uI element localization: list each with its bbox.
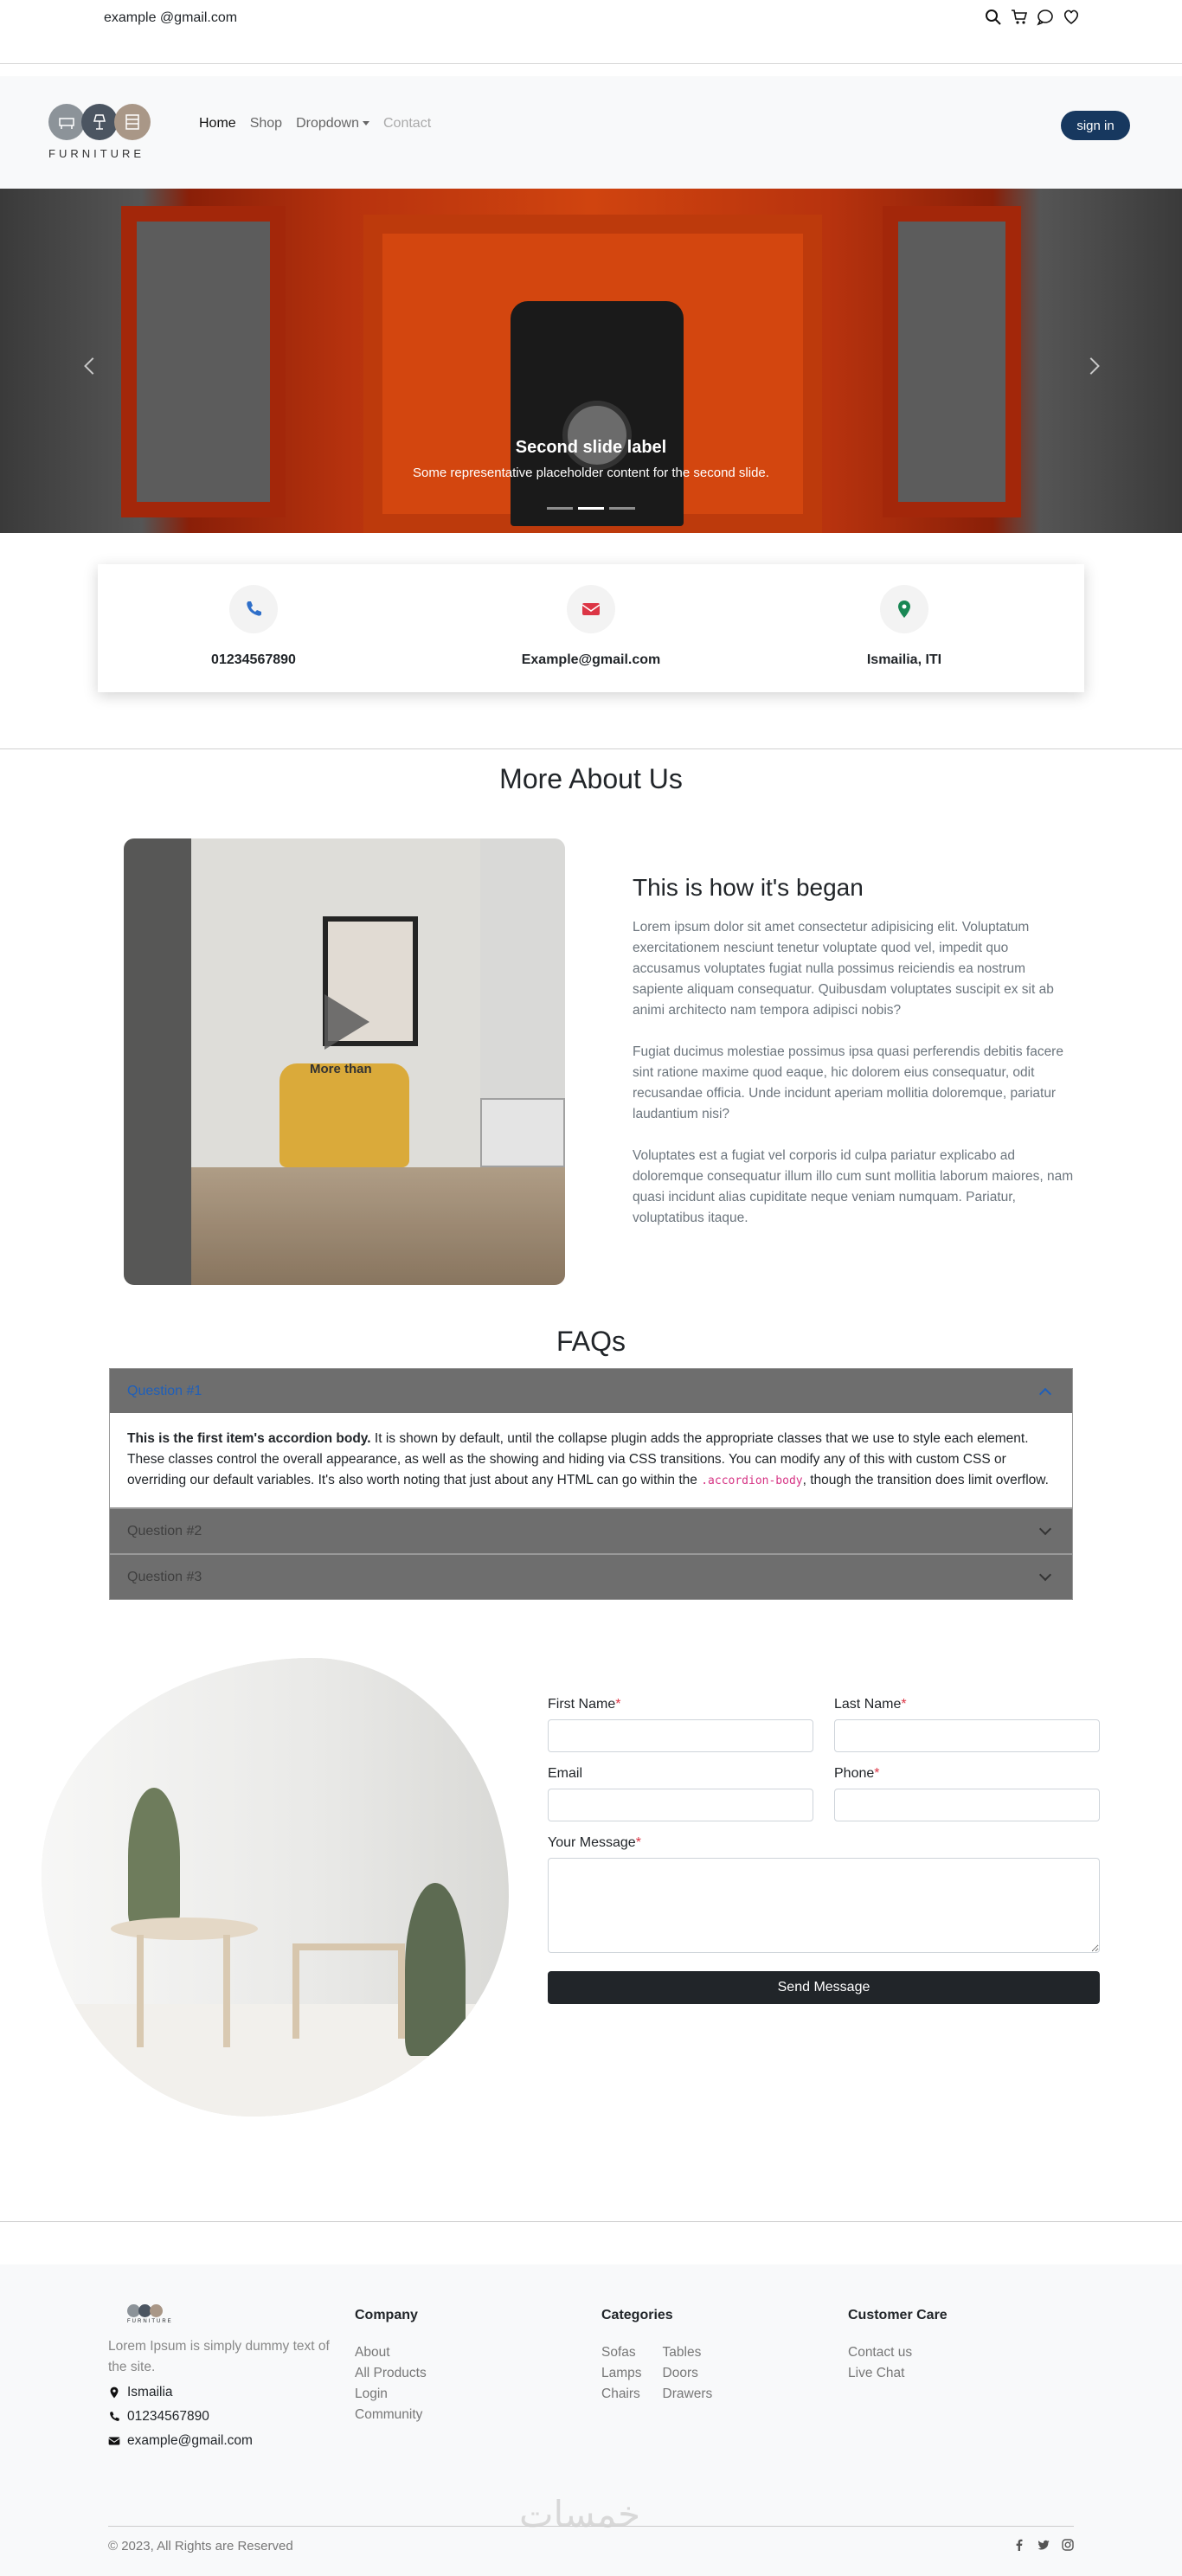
- last-name-input[interactable]: [834, 1719, 1100, 1752]
- footer-customer-care: [848, 2308, 948, 2384]
- about-video-thumbnail[interactable]: [124, 838, 565, 1285]
- footer-logo[interactable]: [127, 2304, 333, 2317]
- contact-location-text: Ismailia, ITI: [866, 652, 942, 667]
- contact-card: [98, 564, 1084, 692]
- footer-categories: [601, 2308, 712, 2405]
- faq-question-label: Question #3: [127, 1569, 202, 1584]
- cart-icon[interactable]: [1011, 9, 1028, 26]
- section-divider: [0, 748, 1182, 749]
- faq-answer-text: It is shown by default, until the collapse plugin adds the appropriate classes that we use to style each element. These classes control the overall appearance, as well as the showing and hiding via CSS transitions. You can modify any of this with custom CSS or overriding our default variables. It's also worth noting that just about any HTML can go within the: [127, 1431, 1029, 1487]
- faq-answer-end: , though the transition does limit overflow.: [802, 1473, 1049, 1487]
- footer-categories-title: Categories: [601, 2308, 673, 2322]
- faq-answer-code: .accordion-body: [701, 1474, 803, 1487]
- phone-icon: [229, 585, 278, 633]
- footer: [0, 2264, 1182, 2576]
- faq-answer-1: [110, 1413, 1072, 1507]
- nav-shop[interactable]: Shop: [249, 116, 283, 131]
- about-heading: This is how it's began: [633, 874, 864, 901]
- carousel-caption-text: Some representative placeholder content for the second slide.: [413, 466, 769, 480]
- logo-sofa-icon: [48, 104, 85, 140]
- sign-in-button[interactable]: sign in: [1061, 111, 1130, 140]
- about-paragraph-2: Fugiat ducimus molestiae possimus ipsa quasi perferendis debitis facere sint ratione maxime quod eaque, hic dolorem eius consequatur, odit recusandae officia. Unde incidunt aperiam mollitia doloremque, pariatur laudantium nisi?: [633, 1044, 1063, 1121]
- blob-table-leg: [223, 1935, 230, 2047]
- carousel-indicator-1[interactable]: [547, 507, 573, 510]
- faq-accordion: [109, 1368, 1073, 1600]
- contact-email: [435, 585, 747, 668]
- footer-email-text: example@gmail.com: [127, 2433, 253, 2448]
- footer-location: [108, 2383, 333, 2402]
- location-pin-icon: [880, 585, 928, 633]
- contact-location: [748, 585, 1060, 668]
- faq-question-label: Question #2: [127, 1523, 202, 1539]
- footer-link-doors[interactable]: Doors: [662, 2366, 698, 2380]
- faq-answer-strong: This is the first item's accordion body.: [127, 1431, 371, 1446]
- brand-logo[interactable]: [48, 104, 156, 160]
- phone-icon: [108, 2411, 120, 2423]
- required-mark: *: [615, 1697, 621, 1712]
- caret-down-icon: [363, 121, 369, 125]
- top-bar: [0, 0, 1182, 64]
- footer-bottom-bar: [108, 2526, 1074, 2554]
- about-section-title: More About Us: [499, 763, 683, 794]
- nav-dropdown-label: Dropdown: [296, 116, 359, 131]
- blob-table: [111, 1918, 258, 1940]
- footer-company-title: Company: [355, 2308, 418, 2322]
- logo-lamp-icon: [81, 104, 118, 140]
- footer-location-text: Ismailia: [127, 2385, 173, 2399]
- message-label-text: Your Message: [548, 1835, 636, 1850]
- watermark-text: خمسات: [519, 2493, 641, 2535]
- faq-question-label: Question #1: [127, 1383, 202, 1398]
- required-mark: *: [874, 1766, 880, 1781]
- instagram-icon[interactable]: [1062, 2539, 1074, 2551]
- message-textarea[interactable]: [548, 1858, 1100, 1953]
- social-links: [1013, 2539, 1074, 2554]
- first-name-input[interactable]: [548, 1719, 813, 1752]
- envelope-icon: [108, 2435, 120, 2447]
- email-label: Email: [548, 1766, 583, 1781]
- facebook-icon[interactable]: [1013, 2539, 1025, 2551]
- nav-contact: Contact: [383, 116, 432, 131]
- phone-input[interactable]: [834, 1789, 1100, 1821]
- blob-table-leg: [137, 1935, 144, 2047]
- location-pin-icon: [108, 2386, 120, 2399]
- faq-question-2[interactable]: [110, 1509, 1072, 1553]
- chevron-down-icon: [1039, 1568, 1051, 1580]
- footer-customer-care-title: Customer Care: [848, 2308, 948, 2322]
- last-name-label: [834, 1697, 1100, 1712]
- last-name-label-text: Last Name: [834, 1697, 902, 1712]
- about-overlay-text: More than: [310, 1062, 372, 1076]
- required-mark: *: [901, 1697, 907, 1712]
- footer-company: [355, 2308, 427, 2425]
- play-icon[interactable]: [324, 994, 369, 1050]
- footer-phone: [108, 2407, 333, 2426]
- faq-item: [109, 1554, 1073, 1600]
- footer-brand: [108, 2299, 333, 2451]
- interior-blob-image: [42, 1658, 509, 2117]
- blob-chair: [292, 1943, 405, 2039]
- heart-icon[interactable]: [1063, 9, 1080, 26]
- copyright-text: © 2023, All Rights are Reserved: [108, 2539, 293, 2554]
- footer-link-contact-us[interactable]: Contact us: [848, 2345, 913, 2360]
- carousel-caption-title: Second slide label: [515, 438, 667, 457]
- footer-email: [108, 2431, 333, 2451]
- nav-dropdown[interactable]: [296, 116, 369, 132]
- chevron-down-icon: [1039, 1522, 1051, 1534]
- message-label: [548, 1835, 1100, 1851]
- footer-link-tables[interactable]: Tables: [662, 2345, 702, 2360]
- carousel-indicator-3[interactable]: [609, 507, 635, 510]
- contact-phone-text: 01234567890: [211, 652, 296, 667]
- footer-link-about[interactable]: About: [355, 2345, 390, 2360]
- footer-divider: [0, 2221, 1182, 2222]
- logo-drawer-icon: [114, 104, 151, 140]
- footer-link-all-products[interactable]: All Products: [355, 2366, 427, 2380]
- faq-question-3[interactable]: [110, 1555, 1072, 1599]
- first-name-label-text: First Name: [548, 1697, 616, 1712]
- faq-question-1[interactable]: [110, 1369, 1072, 1413]
- about-text: [633, 874, 1074, 1249]
- envelope-icon: [567, 585, 615, 633]
- footer-link-drawers[interactable]: Drawers: [662, 2386, 713, 2401]
- contact-email-text: Example@gmail.com: [521, 652, 661, 667]
- carousel-indicators: [547, 507, 635, 510]
- chat-icon[interactable]: [1037, 9, 1054, 26]
- footer-link-chairs[interactable]: Chairs: [601, 2386, 640, 2401]
- footer-about-text: Lorem Ipsum is simply dummy text of the site.: [108, 2339, 330, 2374]
- required-mark: *: [635, 1835, 641, 1850]
- email-input[interactable]: [548, 1789, 813, 1821]
- nav-links: [199, 116, 431, 132]
- blob-plant-right: [405, 1883, 466, 2056]
- top-icons: [985, 9, 1080, 26]
- footer-link-login[interactable]: Login: [355, 2386, 388, 2401]
- nav-home[interactable]: Home: [199, 116, 236, 131]
- phone-label-text: Phone: [834, 1766, 875, 1781]
- brand-word: FURNITURE: [48, 147, 145, 160]
- carousel-telephone-dial: [562, 401, 632, 470]
- footer-logo-drawer-icon: [150, 2304, 163, 2317]
- blob-plant-left: [128, 1788, 180, 1926]
- footer-link-community[interactable]: Community: [355, 2407, 423, 2422]
- faq-item: [109, 1508, 1073, 1554]
- send-message-button[interactable]: Send Message: [548, 1971, 1100, 2004]
- search-icon[interactable]: [985, 9, 1002, 26]
- contact-form: [548, 1697, 1100, 2004]
- footer-phone-text: 01234567890: [127, 2409, 209, 2424]
- carousel-indicator-2[interactable]: [578, 507, 604, 510]
- contact-phone: [98, 585, 409, 668]
- about-paragraph-3: Voluptates est a fugiat vel corporis id culpa pariatur explicabo ad doloremque consequatur illum illo cum sunt mollitia laborum maiores, nam quasi incidunt alias cupiditate neque veniam numquam. Pariatur, voluptatibus itaque.: [633, 1148, 1074, 1225]
- navbar: [0, 76, 1182, 189]
- top-email: example @gmail.com: [104, 10, 238, 25]
- twitter-icon[interactable]: [1037, 2539, 1050, 2551]
- footer-link-sofas[interactable]: Sofas: [601, 2345, 636, 2360]
- first-name-label: [548, 1697, 813, 1712]
- hero-carousel: [0, 189, 1182, 533]
- footer-link-live-chat[interactable]: Live Chat: [848, 2366, 905, 2380]
- footer-brand-word: FURNITURE: [127, 2319, 173, 2324]
- faq-item: [109, 1368, 1073, 1508]
- footer-link-lamps[interactable]: Lamps: [601, 2366, 642, 2380]
- phone-label: [834, 1766, 1100, 1782]
- about-paragraph-1: Lorem ipsum dolor sit amet consectetur adipisicing elit. Voluptatum exercitationem nesciunt tenetur voluptate quod vel, impedit quo accusamus voluptates fugiat nulla possimus reiciendis ea nostrum sapiente aliquam consequatur. Quibusdam voluptates suscipit ex sit ab animi architecto nam tempora adipisci nobis?: [633, 920, 1054, 1018]
- chevron-up-icon: [1039, 1387, 1051, 1399]
- faq-title: FAQs: [556, 1326, 626, 1357]
